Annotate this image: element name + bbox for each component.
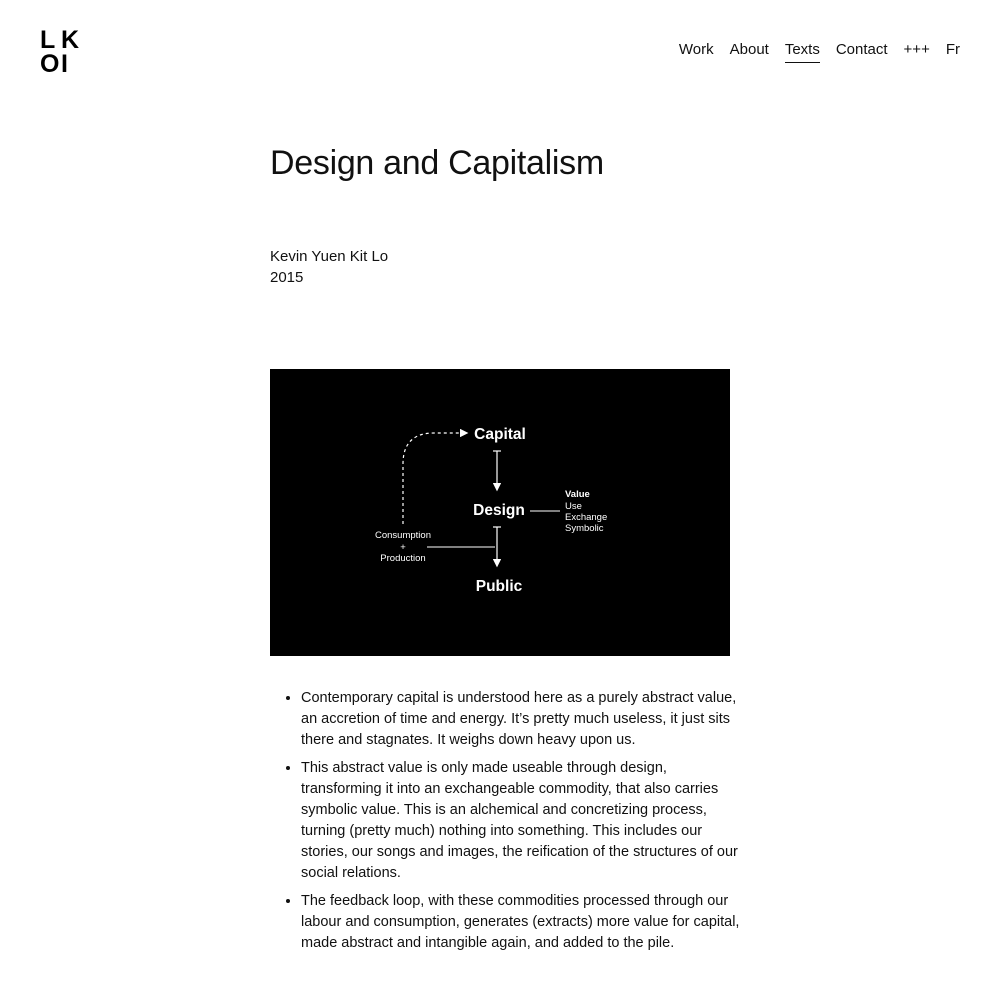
label-consumption: Consumption bbox=[375, 530, 431, 541]
logo-letter: I bbox=[61, 50, 68, 78]
logo-letter: K bbox=[61, 26, 80, 54]
node-public: Public bbox=[475, 578, 523, 595]
value-heading: Value bbox=[565, 489, 590, 500]
logo-letter: L bbox=[40, 26, 56, 54]
nav-item-more[interactable]: +++ bbox=[903, 41, 930, 58]
value-item-symbolic: Symbolic bbox=[565, 523, 604, 534]
node-capital: Capital bbox=[474, 426, 526, 443]
list-item: • This abstract value is only made useable through design, transforming it into an exchangeable commodity, that also carries symbolic value. This is an alchemical and concretizing process, turning (pretty much) nothing into something. This includes our stories, our songs and images, the reification of the structures of our social relations. bbox=[301, 758, 751, 884]
value-item-exchange: Exchange bbox=[565, 512, 608, 523]
nav-item-about[interactable]: About bbox=[729, 41, 769, 58]
nav-item-language-fr[interactable]: Fr bbox=[945, 41, 960, 58]
nav-item-work[interactable]: Work bbox=[678, 41, 714, 58]
publication-year: 2015 bbox=[270, 269, 304, 286]
main-nav bbox=[679, 40, 960, 63]
site-logo[interactable] bbox=[40, 28, 82, 76]
feedback-loop-arrow bbox=[403, 433, 466, 524]
article-meta bbox=[270, 246, 388, 288]
page-title: Design and Capitalism bbox=[270, 144, 604, 182]
label-plus: + bbox=[400, 542, 406, 553]
nav-item-contact[interactable]: Contact bbox=[835, 41, 888, 58]
nav-item-texts[interactable]: Texts bbox=[785, 40, 820, 63]
article-body bbox=[283, 688, 751, 961]
node-design: Design bbox=[473, 502, 525, 519]
logo-letter: O bbox=[40, 50, 60, 78]
value-item-use: Use bbox=[565, 501, 582, 512]
diagram bbox=[270, 369, 730, 656]
label-production: Production bbox=[380, 553, 426, 564]
list-item: • The feedback loop, with these commodities processed through our labour and consumption, generates (extracts) more value for capital, made abstract and intangible again, and added to the pile. bbox=[301, 891, 751, 954]
diagram-figure bbox=[270, 369, 730, 656]
list-item: • Contemporary capital is understood here as a purely abstract value, an accretion of time and energy. It’s pretty much useless, it just sits there and stagnates. It weighs down heavy upon us. bbox=[301, 688, 751, 751]
author-name: Kevin Yuen Kit Lo bbox=[270, 248, 389, 265]
